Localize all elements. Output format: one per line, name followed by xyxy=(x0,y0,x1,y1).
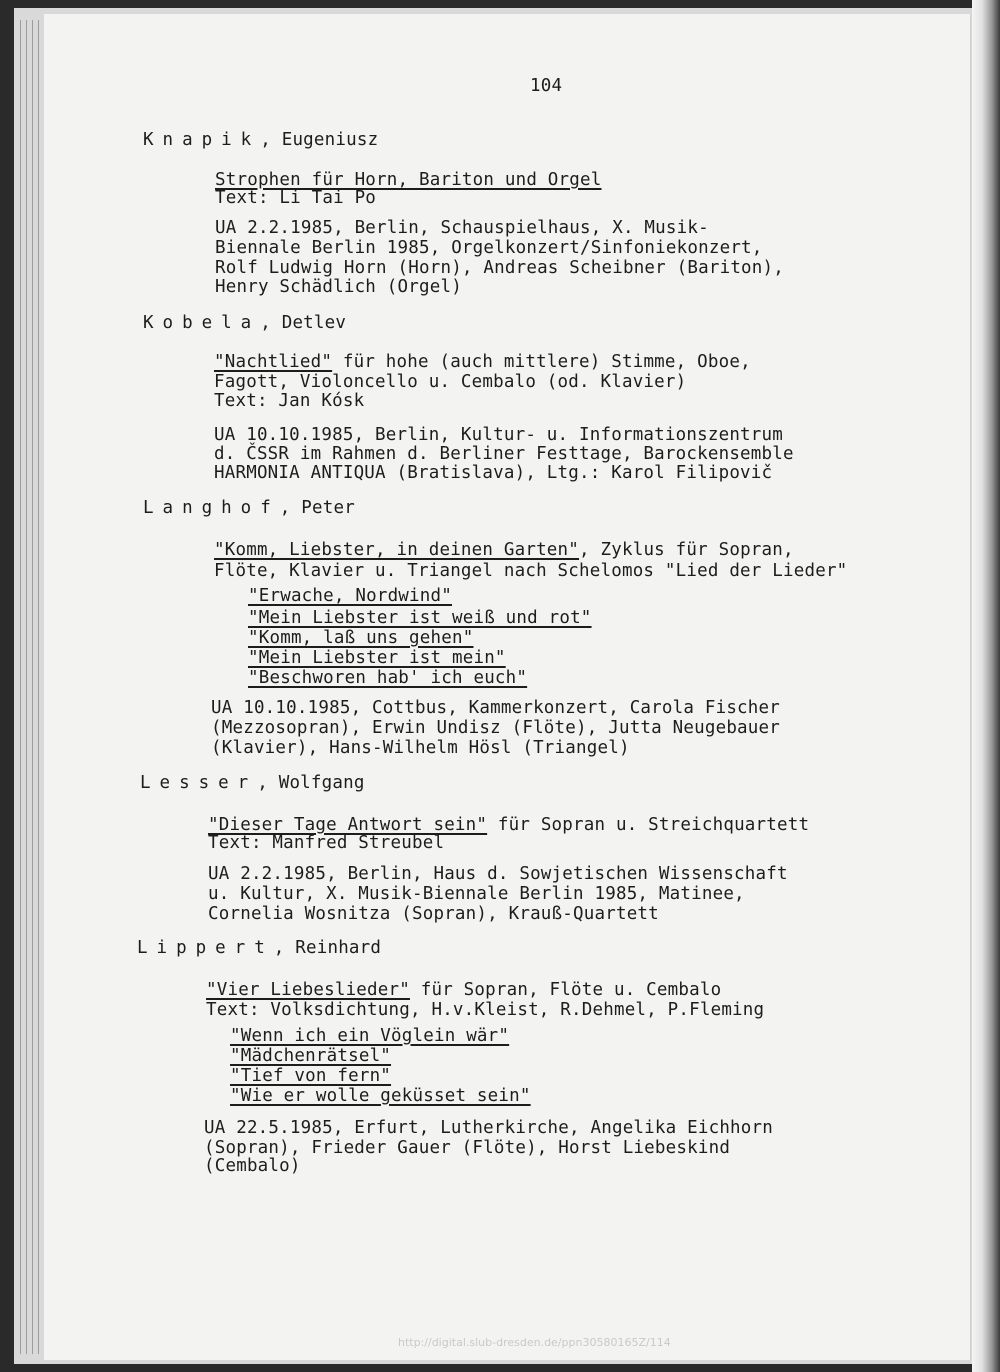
work-line xyxy=(206,980,721,1000)
premiere-line: Cornelia Wosnitza (Sopran), Krauß-Quartett xyxy=(208,904,659,924)
text-credit: Text: Volksdichtung, H.v.Kleist, R.Dehmel, P.Fleming xyxy=(206,1000,765,1020)
composer-firstname: Peter xyxy=(301,498,355,518)
song-title: "Wie er wolle geküsset sein" xyxy=(230,1086,531,1106)
composer-surname: Knapik xyxy=(143,130,261,150)
composer-firstname: Wolfgang xyxy=(278,773,365,793)
premiere-line: UA 10.10.1985, Cottbus, Kammerkonzert, Carola Fischer xyxy=(211,698,781,718)
premiere-line: u. Kultur, X. Musik-Biennale Berlin 1985, Matinee, xyxy=(208,884,745,904)
work-title: "Dieser Tage Antwort sein" xyxy=(208,815,488,835)
composer-firstname: Detlev xyxy=(281,313,347,333)
page-number: 104 xyxy=(530,76,563,96)
text-credit: Text: Jan Kósk xyxy=(214,391,365,411)
composer-heading: Lesser, Wolfgang xyxy=(140,773,365,793)
premiere-line: Rolf Ludwig Horn (Horn), Andreas Scheibner (Bariton), xyxy=(215,258,785,278)
book-spine xyxy=(972,0,1000,1372)
composer-surname: Langhof xyxy=(143,498,280,518)
work-instrumentation: Fagott, Violoncello u. Cembalo (od. Klavier) xyxy=(214,372,687,392)
page-edge xyxy=(20,20,21,1354)
song-title: "Mein Liebster ist mein" xyxy=(248,648,506,668)
page-edge xyxy=(26,20,27,1354)
work-title: Strophen für Horn, Bariton und Orgel xyxy=(215,170,602,190)
composer-firstname: Eugeniusz xyxy=(281,130,379,150)
premiere-line: (Klavier), Hans-Wilhelm Hösl (Triangel) xyxy=(211,738,630,758)
song-title: "Komm, laß uns gehen" xyxy=(248,628,474,648)
composer-surname: Lippert xyxy=(137,938,274,958)
premiere-line: (Sopran), Frieder Gauer (Flöte), Horst Liebeskind xyxy=(204,1138,731,1158)
composer-heading: Knapik, Eugeniusz xyxy=(143,130,379,150)
premiere-line: UA 2.2.1985, Berlin, Haus d. Sowjetischen Wissenschaft xyxy=(208,864,788,884)
composer-heading: Lippert, Reinhard xyxy=(137,938,382,958)
work-title: "Komm, Liebster, in deinen Garten" xyxy=(214,540,580,560)
premiere-line: UA 10.10.1985, Berlin, Kultur- u. Informationszentrum xyxy=(214,425,784,445)
source-url[interactable]: http://digital.slub-dresden.de/ppn30580165Z/114 xyxy=(398,1336,671,1349)
work-title: "Vier Liebeslieder" xyxy=(206,980,410,1000)
song-title: "Erwache, Nordwind" xyxy=(248,586,452,606)
work-title: "Nachtlied" xyxy=(214,352,333,372)
work-instrumentation: für hohe (auch mittlere) Stimme, Oboe, xyxy=(332,352,751,372)
text-credit: Text: Li Tai Po xyxy=(215,188,377,208)
song-title: "Beschworen hab' ich euch" xyxy=(248,668,528,688)
song-title: "Wenn ich ein Vöglein wär" xyxy=(230,1026,510,1046)
song-title: "Mädchenrätsel" xyxy=(230,1046,392,1066)
premiere-line: Biennale Berlin 1985, Orgelkonzert/Sinfoniekonzert, xyxy=(215,238,763,258)
work-line xyxy=(214,540,794,560)
composer-surname: Kobela xyxy=(143,313,261,333)
page-edge xyxy=(38,20,39,1354)
premiere-line: (Cembalo) xyxy=(204,1156,301,1176)
work-line xyxy=(208,815,809,835)
composer-heading: Langhof, Peter xyxy=(143,498,355,518)
work-instrumentation: für Sopran, Flöte u. Cembalo xyxy=(409,980,722,1000)
work-line xyxy=(214,352,751,372)
song-title: "Mein Liebster ist weiß und rot" xyxy=(248,608,592,628)
composer-firstname: Reinhard xyxy=(295,938,382,958)
premiere-line: (Mezzosopran), Erwin Undisz (Flöte), Jutta Neugebauer xyxy=(211,718,781,738)
composer-surname: Lesser xyxy=(140,773,258,793)
premiere-line: UA 2.2.1985, Berlin, Schauspielhaus, X. Musik- xyxy=(215,218,709,238)
song-title: "Tief von fern" xyxy=(230,1066,392,1086)
premiere-line: HARMONIA ANTIQUA (Bratislava), Ltg.: Karol Filipovič xyxy=(214,463,773,483)
premiere-line: Henry Schädlich (Orgel) xyxy=(215,277,462,297)
work-instrumentation: , Zyklus für Sopran, xyxy=(579,540,794,560)
page-edge xyxy=(32,20,33,1354)
work-instrumentation: Flöte, Klavier u. Triangel nach Schelomos "Lied der Lieder" xyxy=(214,561,848,581)
text-credit: Text: Manfred Streubel xyxy=(208,833,445,853)
premiere-line: d. ČSSR im Rahmen d. Berliner Festtage, Barockensemble xyxy=(214,444,794,464)
work-instrumentation: für Sopran u. Streichquartett xyxy=(487,815,810,835)
premiere-line: UA 22.5.1985, Erfurt, Lutherkirche, Angelika Eichhorn xyxy=(204,1118,774,1138)
composer-heading: Kobela, Detlev xyxy=(143,313,347,333)
